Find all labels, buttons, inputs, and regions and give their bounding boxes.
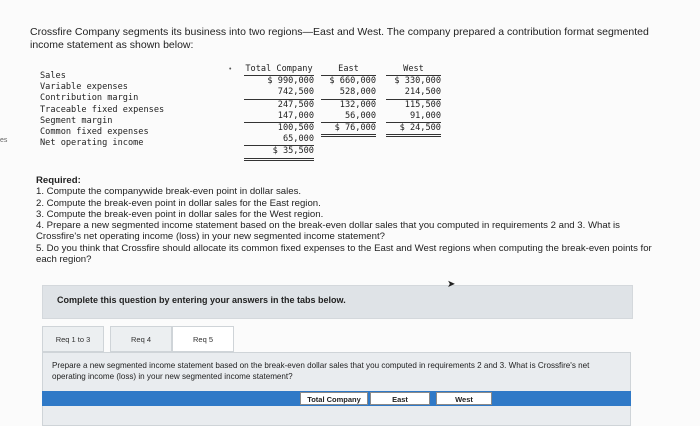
tab-req-1-to-3[interactable]: Req 1 to 3: [42, 326, 104, 352]
cell: 528,000: [321, 87, 376, 99]
row-label: Segment margin: [40, 115, 113, 126]
column-west: [386, 64, 441, 137]
cell: 56,000: [321, 111, 376, 123]
column-east: [321, 64, 376, 137]
panel-instructions: Prepare a new segmented income statement based on the break-even dollar sales that you computed in requirements 2 and 3. What is Crossfire's net operating income (loss) in your new segmented income statement?: [52, 361, 590, 381]
row-label: Net operating income: [40, 138, 144, 149]
cell: $ 990,000: [267, 76, 314, 87]
required-item: 1. Compute the companywide break-even point in dollar sales.: [36, 186, 302, 198]
cell: 742,500: [244, 87, 314, 99]
cursor-arrow-icon: ➤: [447, 279, 456, 290]
cell: 247,500: [277, 99, 314, 110]
required-item: 3. Compute the break-even point in dollar sales for the West region.: [36, 208, 324, 220]
column-total-company: [244, 64, 314, 161]
row-label: Traceable fixed expenses: [40, 104, 165, 115]
header-east: East: [370, 392, 430, 405]
problem-intro: Crossfire Company segments its business into two regions—East and West. The company prepared a contribution format segmented income statement as shown below:: [30, 26, 649, 51]
cell: 147,000: [244, 111, 314, 123]
cell: 132,000: [339, 99, 376, 110]
column-header: Total Company: [244, 64, 314, 76]
required-item: 4. Prepare a new segmented income statement based on the break-even dollar sales that you computed in requirements 2 and 3. What is Crossfire's net operating income (loss) in your new segmented income statement?: [36, 220, 620, 243]
required-title: Required:: [36, 175, 81, 186]
instruction-banner: [42, 285, 633, 319]
edge-tab-label: es: [0, 137, 8, 144]
cell: $ 24,500: [386, 123, 441, 137]
cell: $ 330,000: [394, 76, 441, 87]
header-west: West: [436, 392, 492, 405]
cell: 65,000: [244, 134, 314, 146]
row-label: Sales: [40, 71, 66, 81]
cell: 100,500: [277, 122, 314, 133]
row-label: Contribution margin: [40, 93, 139, 104]
row-label: Variable expenses: [40, 82, 128, 93]
cell: 115,500: [404, 99, 441, 110]
cell: 91,000: [386, 111, 441, 123]
cell: 214,500: [386, 87, 441, 99]
row-label: Common fixed expenses: [40, 127, 149, 138]
column-header: West: [386, 64, 441, 76]
cell: $ 35,500: [244, 146, 314, 160]
instruction-text: Complete this question by entering your answers in the tabs below.: [57, 295, 346, 305]
required-item: 2. Compute the break-even point in dollar sales for the East region.: [36, 197, 321, 209]
statement-labels: [40, 71, 240, 149]
required-section: [36, 175, 666, 265]
header-total-company: Total Company: [300, 392, 368, 405]
expand-marker-icon: •: [229, 66, 232, 73]
required-item: 5. Do you think that Crossfire should allocate its common fixed expenses to the East and West regions when computing the break-even points for each region?: [36, 242, 652, 266]
tab-req-4[interactable]: Req 4: [110, 326, 172, 352]
tab-req-5[interactable]: Req 5: [172, 326, 234, 352]
cell: $ 76,000: [321, 123, 376, 137]
column-header: East: [321, 64, 376, 76]
cell: $ 660,000: [329, 76, 376, 87]
